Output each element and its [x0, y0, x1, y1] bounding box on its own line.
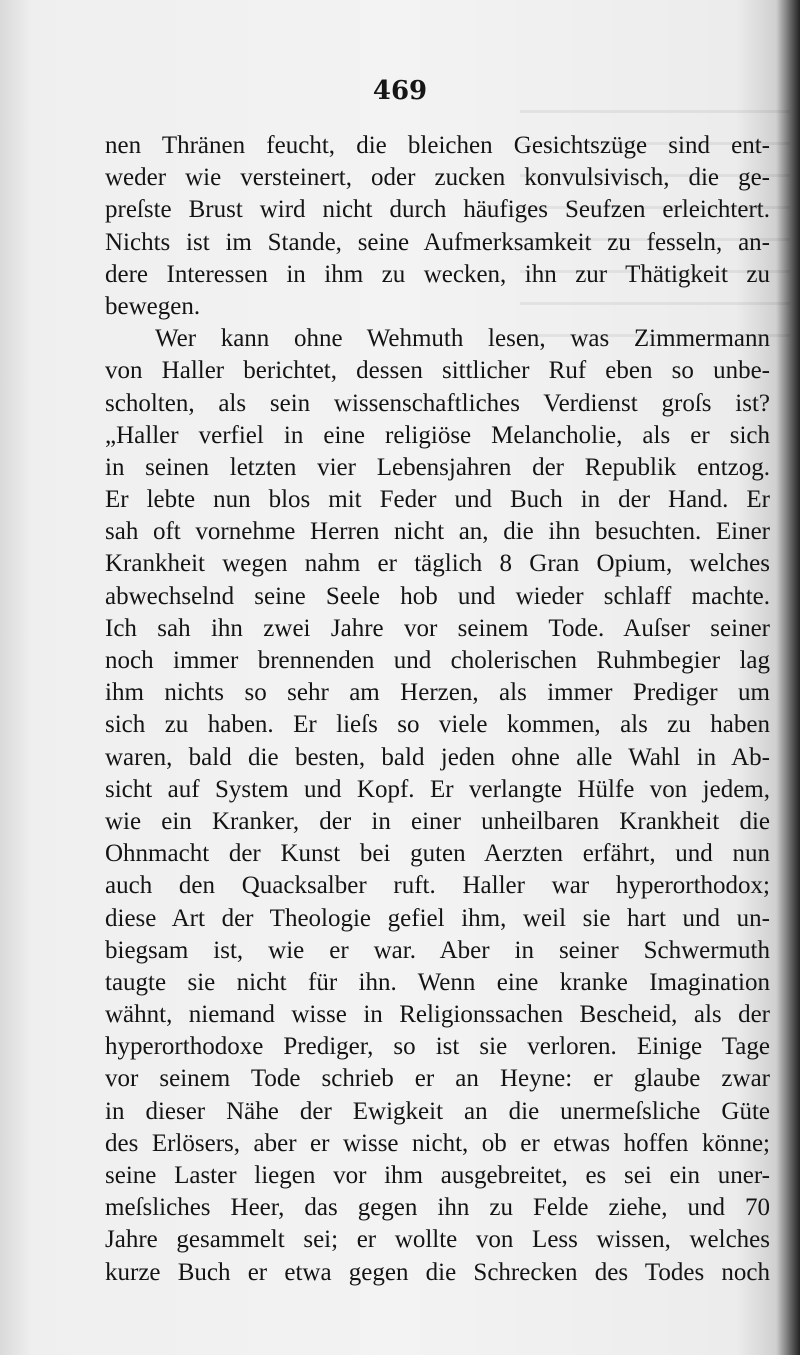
text-line: abwechselnd seine Seele hob und wieder schlaff machte.	[105, 582, 770, 610]
text-line: waren, bald die besten, bald jeden ohne alle Wahl in Ab-	[105, 743, 770, 771]
text-line: wähnt, niemand wisse in Religionssachen Bescheid, als der	[105, 1001, 770, 1029]
text-line: sicht auf System und Kopf. Er verlangte Hülfe von jedem,	[105, 775, 770, 803]
text-line: Nichts ist im Stande, seine Aufmerksamkeit zu fesseln, an-	[105, 228, 770, 256]
text-line: seine Laster liegen vor ihm ausgebreitet, es sei ein uner-	[105, 1162, 770, 1189]
text-line: in dieser Nähe der Ewigkeit an die unermeſsliche Güte	[105, 1097, 770, 1125]
text-line: wie ein Kranker, der in einer unheilbaren Krankheit die	[105, 807, 770, 835]
text-line: Ich sah ihn zwei Jahre vor seinem Tode. Auſser seiner	[105, 614, 770, 642]
text-line: sah oft vornehme Herren nicht an, die ihn besuchten. Einer	[105, 518, 770, 546]
text-line: preſste Brust wird nicht durch häufiges Seufzen erleichtert.	[105, 196, 770, 224]
text-line: sich zu haben. Er lieſs so viele kommen, als zu haben	[105, 711, 770, 739]
text-line: bewegen.	[105, 292, 201, 320]
text-line: von Haller berichtet, dessen sittlicher Ruf eben so unbe-	[105, 357, 770, 385]
text-line: biegsam ist, wie er war. Aber in seiner Schwermuth	[105, 936, 770, 964]
text-line: Jahre gesammelt sei; er wollte von Less wissen, welches	[105, 1226, 770, 1254]
text-line: Ohnmacht der Kunst bei guten Aerzten erfährt, und nun	[105, 840, 770, 868]
text-line: auch den Quacksalber ruft. Haller war hyperorthodox;	[105, 872, 770, 900]
text-line: vor seinem Tode schrieb er an Heyne: er glaube zwar	[105, 1065, 770, 1093]
text-line: diese Art der Theologie gefiel ihm, weil sie hart und un-	[105, 904, 770, 932]
text-line: kurze Buch er etwa gegen die Schrecken des Todes noch	[105, 1258, 770, 1286]
text-line: Er lebte nun blos mit Feder und Buch in der Hand. Er	[105, 486, 770, 514]
body-text	[105, 130, 770, 1289]
text-line: Krankheit wegen nahm er täglich 8 Gran Opium, welches	[105, 550, 770, 578]
text-line: noch immer brennenden und cholerischen Ruhmbegier lag	[105, 647, 770, 674]
text-line: „Haller verfiel in eine religiöse Melancholie, als er sich	[105, 421, 770, 449]
page-number: 469	[372, 76, 428, 106]
text-line: hyperorthodoxe Prediger, so ist sie verloren. Einige Tage	[105, 1033, 770, 1061]
text-line: taugte sie nicht für ihn. Wenn eine kranke Imagination	[105, 968, 770, 996]
text-line: des Erlösers, aber er wisse nicht, ob er etwas hoffen könne;	[105, 1129, 770, 1157]
text-line: ihm nichts so sehr am Herzen, als immer Prediger um	[105, 679, 770, 707]
text-line: nen Thränen feucht, die bleichen Gesichtszüge sind ent-	[105, 132, 770, 159]
text-line: meſsliches Heer, das gegen ihn zu Felde ziehe, und 70	[105, 1194, 770, 1222]
text-line: scholten, als sein wissenschaftliches Verdienst groſs ist?	[105, 389, 770, 417]
text-line: weder wie versteinert, oder zucken konvulsivisch, die ge-	[105, 164, 770, 192]
text-line: dere Interessen in ihm zu wecken, ihn zur Thätigkeit zu	[105, 260, 770, 288]
text-line: in seinen letzten vier Lebensjahren der Republik entzog.	[105, 453, 770, 481]
text-line: Wer kann ohne Wehmuth lesen, was Zimmermann	[155, 325, 770, 353]
